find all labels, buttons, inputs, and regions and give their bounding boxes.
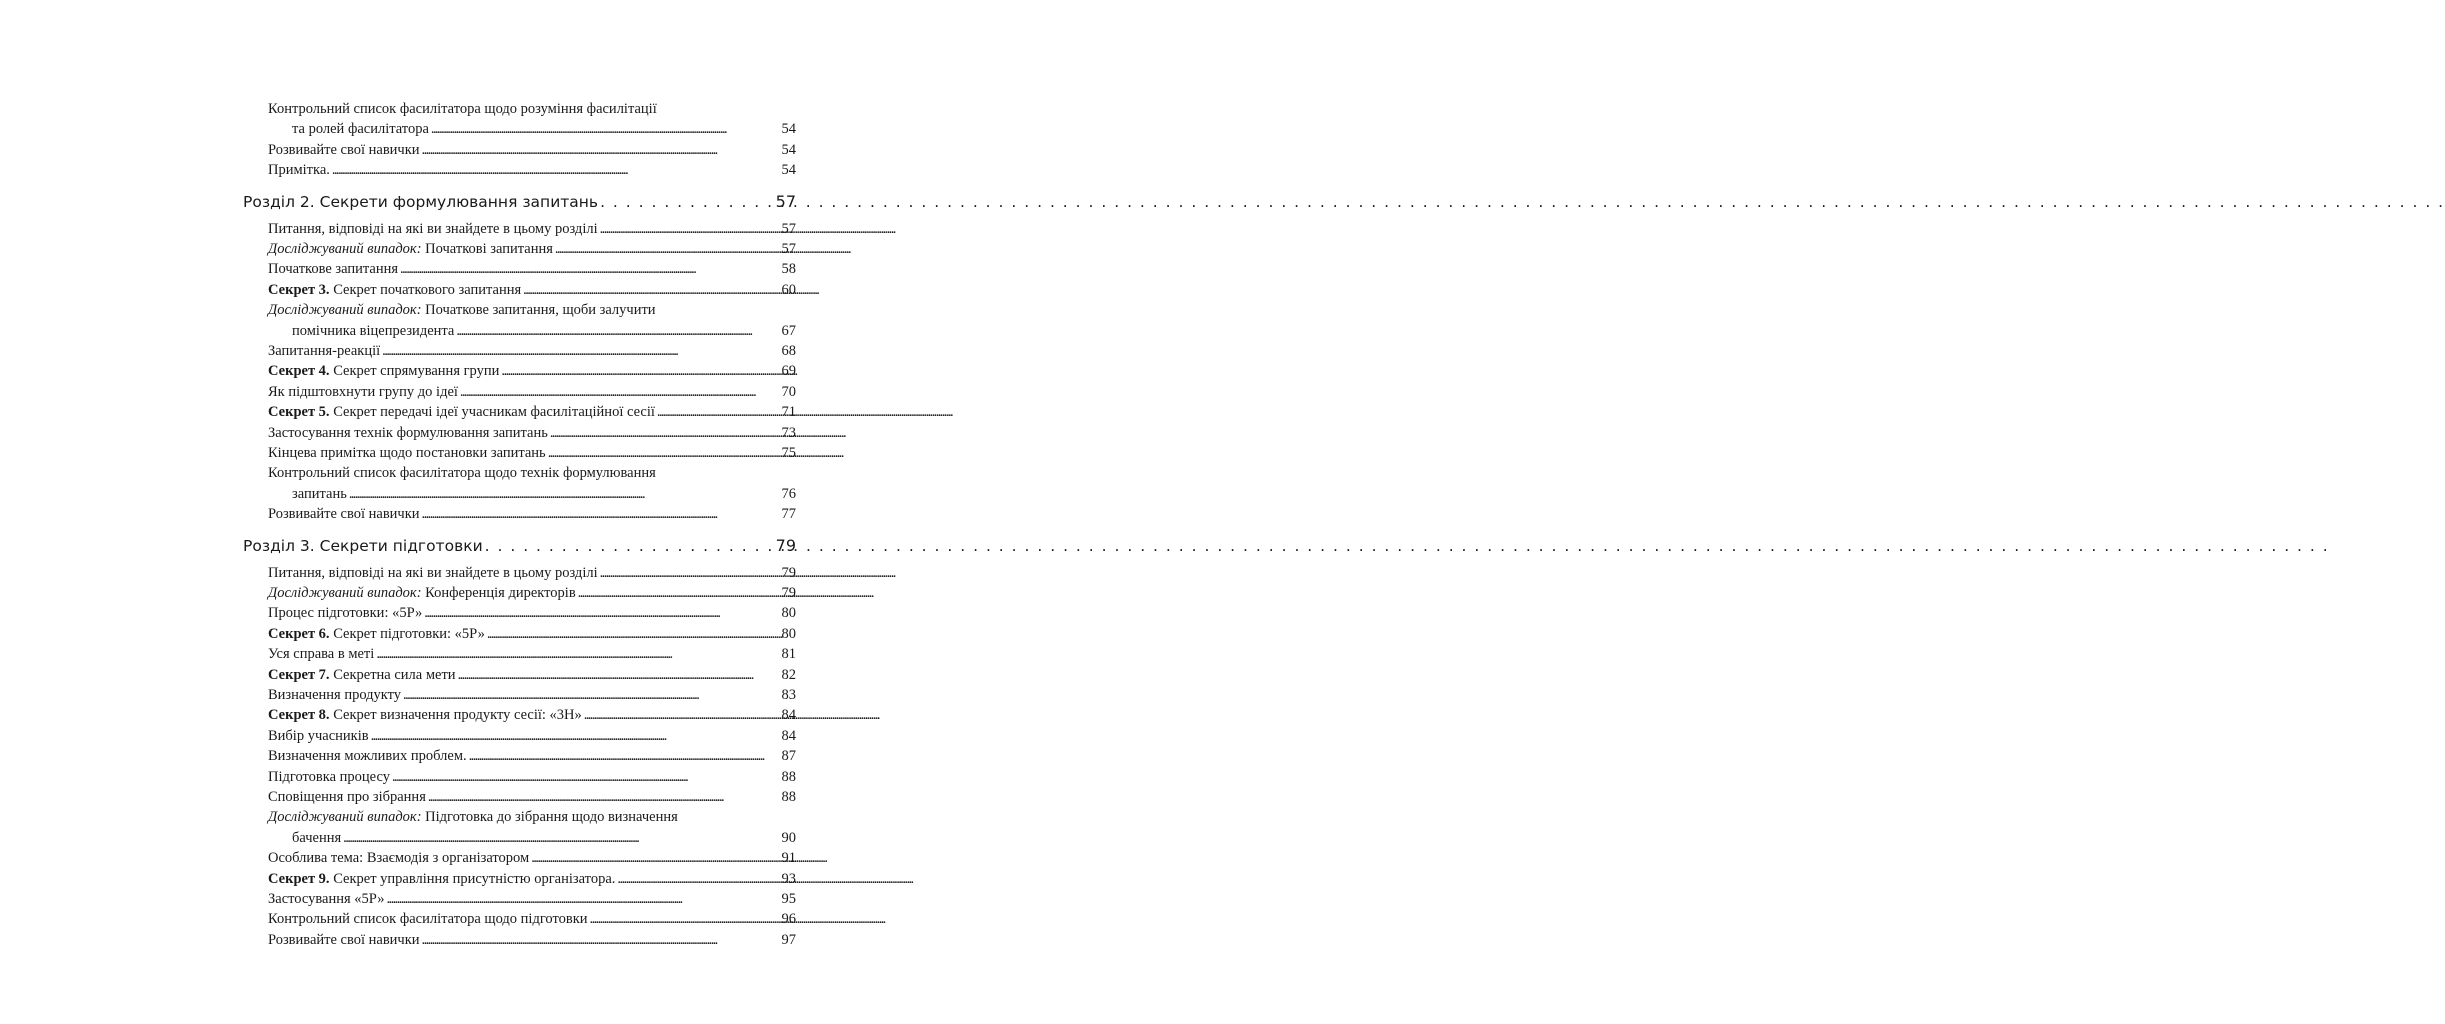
chapter-title: Розділ 2. Секрети формулювання запитань: [243, 192, 599, 211]
page-number: 88: [781, 789, 796, 805]
entry-text: Контрольний список фасилітатора щодо розуміння фасилітації: [268, 101, 657, 117]
page-number: 60: [781, 281, 796, 298]
dot-leader: [555, 239, 780, 259]
toc-entry[interactable]: [268, 746, 796, 766]
page-number: 79: [781, 564, 796, 581]
toc-entry[interactable]: [268, 869, 796, 889]
page-number: 79: [775, 535, 796, 555]
page-number: 71: [781, 404, 796, 421]
entry-text: Початкові запитання: [421, 241, 553, 257]
entry-title: [268, 563, 598, 583]
entry-title: [268, 665, 456, 685]
page-number: 80: [781, 625, 796, 642]
dot-leader: [600, 219, 780, 239]
toc-entry[interactable]: [268, 382, 796, 402]
dot-leader: [376, 644, 779, 664]
page-number: 95: [781, 891, 796, 907]
entry-title: [292, 828, 341, 848]
dot-leader: [531, 848, 779, 868]
entry-title: [268, 219, 598, 239]
entry-text: Розвивайте свої навички: [268, 931, 420, 948]
page-number: 93: [781, 870, 796, 887]
toc-entry[interactable]: [268, 239, 796, 259]
page-number: 54: [781, 121, 796, 138]
entry-text: помічника віцепрезидента: [292, 322, 455, 339]
toc-entry[interactable]: [268, 705, 796, 725]
dot-leader: [617, 869, 779, 889]
page-number: 75: [781, 445, 796, 461]
entry-title: [268, 869, 615, 889]
entry-text: Запитання-реакції: [268, 343, 381, 359]
toc-entry[interactable]: [268, 259, 796, 279]
entry-text: запитань: [292, 485, 347, 502]
dot-leader: [392, 767, 780, 787]
dot-leader: [422, 140, 780, 160]
case-study-label: Досліджуваний випадок:: [268, 585, 422, 601]
toc-entry[interactable]: [268, 603, 796, 623]
entry-title: [268, 726, 369, 746]
dot-leader: [600, 189, 774, 215]
toc-entry[interactable]: [268, 583, 796, 603]
dot-leader: [487, 624, 780, 644]
dot-leader: [431, 119, 780, 139]
secret-label: Секрет 4.: [268, 363, 330, 380]
page-number: 54: [781, 162, 796, 179]
toc-chapter[interactable]: [243, 533, 796, 559]
page-number: 68: [781, 343, 796, 359]
page-number: 73: [781, 424, 796, 441]
page-number: 70: [781, 383, 796, 400]
page-number: 84: [781, 727, 796, 744]
entry-title: [268, 423, 548, 443]
toc-entry[interactable]: [268, 219, 796, 239]
toc-entry[interactable]: [268, 563, 796, 583]
toc-entry[interactable]: [292, 119, 796, 139]
toc-entry[interactable]: [268, 624, 796, 644]
dot-leader: [548, 443, 780, 463]
case-study-label: Досліджуваний випадок:: [268, 809, 422, 826]
dot-leader: [456, 321, 779, 341]
entry-text: Кінцева примітка щодо постановки запитань: [268, 445, 546, 461]
dot-leader: [469, 746, 780, 766]
entry-text: бачення: [292, 829, 342, 846]
entry-text: Уся справа в меті: [268, 646, 375, 663]
entry-title: [268, 382, 458, 402]
entry-title: [268, 101, 657, 117]
toc-entry[interactable]: [292, 828, 796, 848]
page-number: 54: [781, 141, 796, 158]
toc-entry[interactable]: [292, 321, 796, 341]
toc-entry[interactable]: [268, 402, 796, 422]
entry-text: Секрет передачі ідеї учасникам фасилітаційної сесії: [329, 404, 655, 421]
toc-entry[interactable]: [268, 341, 796, 361]
page-number: 57: [775, 191, 796, 211]
dot-leader: [428, 787, 780, 807]
toc-entry[interactable]: [268, 930, 796, 950]
entry-title: [268, 160, 330, 180]
entry-text: Застосування «5Р»: [268, 891, 385, 907]
dot-leader: [343, 828, 779, 848]
entry-title: [268, 341, 380, 361]
toc-entry[interactable]: [268, 889, 796, 909]
page-number: 67: [781, 322, 796, 339]
page-number: 69: [781, 363, 796, 380]
entry-title: [268, 302, 656, 318]
page-number: 90: [781, 829, 796, 846]
entry-text: Як підштовхнути групу до ідеї: [268, 383, 458, 400]
entry-text: Питання, відповіді на які ви знайдете в цьому розділі: [268, 220, 598, 237]
toc-entry[interactable]: [268, 685, 796, 705]
entry-title: [268, 746, 467, 766]
page-number: 83: [781, 687, 796, 703]
page-number: 91: [781, 850, 796, 867]
toc-entry[interactable]: [268, 726, 796, 746]
entry-text: Підготовка процесу: [268, 768, 390, 785]
dot-leader: [578, 583, 780, 603]
dot-leader: [584, 705, 780, 725]
toc-entry[interactable]: [268, 361, 796, 381]
dot-leader: [332, 160, 780, 180]
entry-text: Підготовка до зібрання щодо визначення: [421, 809, 678, 826]
entry-text: Сповіщення про зібрання: [268, 789, 426, 805]
case-study-label: Досліджуваний випадок:: [268, 241, 422, 257]
toc-entry[interactable]: [268, 665, 796, 685]
page-number: 88: [781, 768, 796, 785]
page-number: 96: [781, 911, 796, 928]
entry-text: Початкове запитання, щоби залучити: [421, 302, 656, 319]
toc-entry[interactable]: [268, 767, 796, 787]
entry-title: [268, 465, 656, 481]
entry-title: [268, 767, 390, 787]
secret-label: Секрет 8.: [268, 707, 330, 724]
entry-text: Визначення продукту: [268, 687, 402, 703]
entry-text: Початкове запитання: [268, 261, 399, 278]
entry-title: [268, 361, 499, 381]
toc-entry-first-line[interactable]: [268, 300, 796, 320]
dot-leader: [590, 909, 780, 929]
secret-label: Секрет 5.: [268, 404, 330, 421]
entry-title: [268, 930, 420, 950]
entry-text: Контрольний список фасилітатора щодо технік формулювання: [268, 465, 656, 482]
secret-label: Секрет 3.: [268, 281, 330, 298]
entry-text: та ролей фасилітатора: [292, 121, 429, 138]
entry-title: [268, 504, 420, 524]
dot-leader: [460, 382, 780, 402]
secret-label: Секрет 7.: [268, 666, 330, 683]
dot-leader: [600, 563, 780, 583]
table-of-contents: [0, 0, 1024, 1024]
entry-text: Питання, відповіді на які ви знайдете в цьому розділі: [268, 564, 598, 581]
dot-leader: [485, 533, 774, 559]
entry-title: [268, 583, 576, 603]
entry-title: [268, 644, 374, 664]
entry-title: [292, 119, 429, 139]
entry-title: [268, 889, 384, 909]
dot-leader: [422, 504, 780, 524]
entry-text: Процес підготовки: «5Р»: [268, 605, 423, 622]
toc-entry[interactable]: [268, 909, 796, 929]
entry-text: Секрет визначення продукту сесії: «3Н»: [329, 707, 582, 724]
dot-leader: [523, 280, 779, 300]
entry-text: Секрет підготовки: «5Р»: [329, 625, 485, 642]
toc-chapter[interactable]: [243, 189, 796, 215]
toc-entry[interactable]: [268, 504, 796, 524]
entry-text: Контрольний список фасилітатора щодо підготовки: [268, 911, 588, 928]
toc-entry[interactable]: [268, 787, 796, 807]
toc-entry[interactable]: [268, 280, 796, 300]
entry-text: Примітка.: [268, 162, 330, 179]
dot-leader: [550, 423, 780, 443]
entry-title: [268, 705, 582, 725]
page-number: 81: [781, 646, 796, 663]
toc-entry[interactable]: [268, 160, 796, 180]
entry-text: Секретна сила мети: [329, 666, 456, 683]
dot-leader: [400, 259, 779, 279]
entry-title: [268, 848, 529, 868]
toc-entry[interactable]: [268, 644, 796, 664]
case-study-label: Досліджуваний випадок:: [268, 302, 422, 319]
toc-entry[interactable]: [268, 423, 796, 443]
dot-leader: [386, 889, 779, 909]
entry-title: [268, 140, 420, 160]
toc-entry[interactable]: [268, 443, 796, 463]
entry-text: Визначення можливих проблем.: [268, 748, 467, 765]
page-number: 57: [781, 241, 796, 257]
toc-entry-first-line[interactable]: [268, 463, 796, 483]
page-number: 79: [781, 585, 796, 601]
dot-leader: [501, 361, 779, 381]
dot-leader: [657, 402, 780, 422]
entry-title: [268, 624, 485, 644]
entry-text: Секрет спрямування групи: [329, 363, 500, 380]
toc-entry[interactable]: [268, 848, 796, 868]
entry-text: Розвивайте свої навички: [268, 506, 420, 523]
entry-title: [268, 402, 655, 422]
page-number: 58: [781, 261, 796, 278]
entry-title: [268, 909, 588, 929]
dot-leader: [371, 726, 780, 746]
entry-title: [268, 280, 521, 300]
secret-label: Секрет 6.: [268, 625, 330, 642]
entry-title: [268, 443, 546, 463]
entry-text: Особлива тема: Взаємодія з організатором: [268, 850, 530, 867]
entry-title: [268, 603, 422, 623]
page-number: 80: [781, 605, 796, 622]
dot-leader: [349, 484, 780, 504]
page-number: 77: [781, 506, 796, 523]
entry-text: Застосування технік формулювання запитань: [268, 424, 548, 441]
entry-title: [268, 787, 426, 807]
entry-title: [292, 484, 347, 504]
dot-leader: [382, 341, 779, 361]
toc-entry-first-line[interactable]: [268, 99, 796, 119]
chapter-title: Розділ 3. Секрети підготовки: [243, 536, 483, 555]
dot-leader: [458, 665, 780, 685]
page-number: 57: [781, 220, 796, 237]
entry-title: [268, 685, 401, 705]
entry-text: Конференція директорів: [421, 585, 576, 601]
page-number: 97: [781, 931, 796, 948]
entry-title: [268, 809, 678, 825]
entry-title: [268, 259, 398, 279]
entry-title: [268, 239, 553, 259]
entry-text: Секрет управління присутністю організатора.: [329, 870, 616, 887]
page-number: 76: [781, 485, 796, 502]
entry-text: Вибір учасників: [268, 727, 369, 744]
toc-entry[interactable]: [292, 484, 796, 504]
page-number: 82: [781, 666, 796, 683]
dot-leader: [424, 603, 779, 623]
dot-leader: [403, 685, 779, 705]
dot-leader: [422, 930, 780, 950]
toc-entry[interactable]: [268, 140, 796, 160]
entry-text: Розвивайте свої навички: [268, 141, 420, 158]
entry-title: [292, 321, 454, 341]
entry-text: Секрет початкового запитання: [329, 281, 522, 298]
toc-entry-first-line[interactable]: [268, 807, 796, 827]
page-number: 87: [781, 748, 796, 765]
page-number: 84: [781, 707, 796, 724]
secret-label: Секрет 9.: [268, 870, 330, 887]
